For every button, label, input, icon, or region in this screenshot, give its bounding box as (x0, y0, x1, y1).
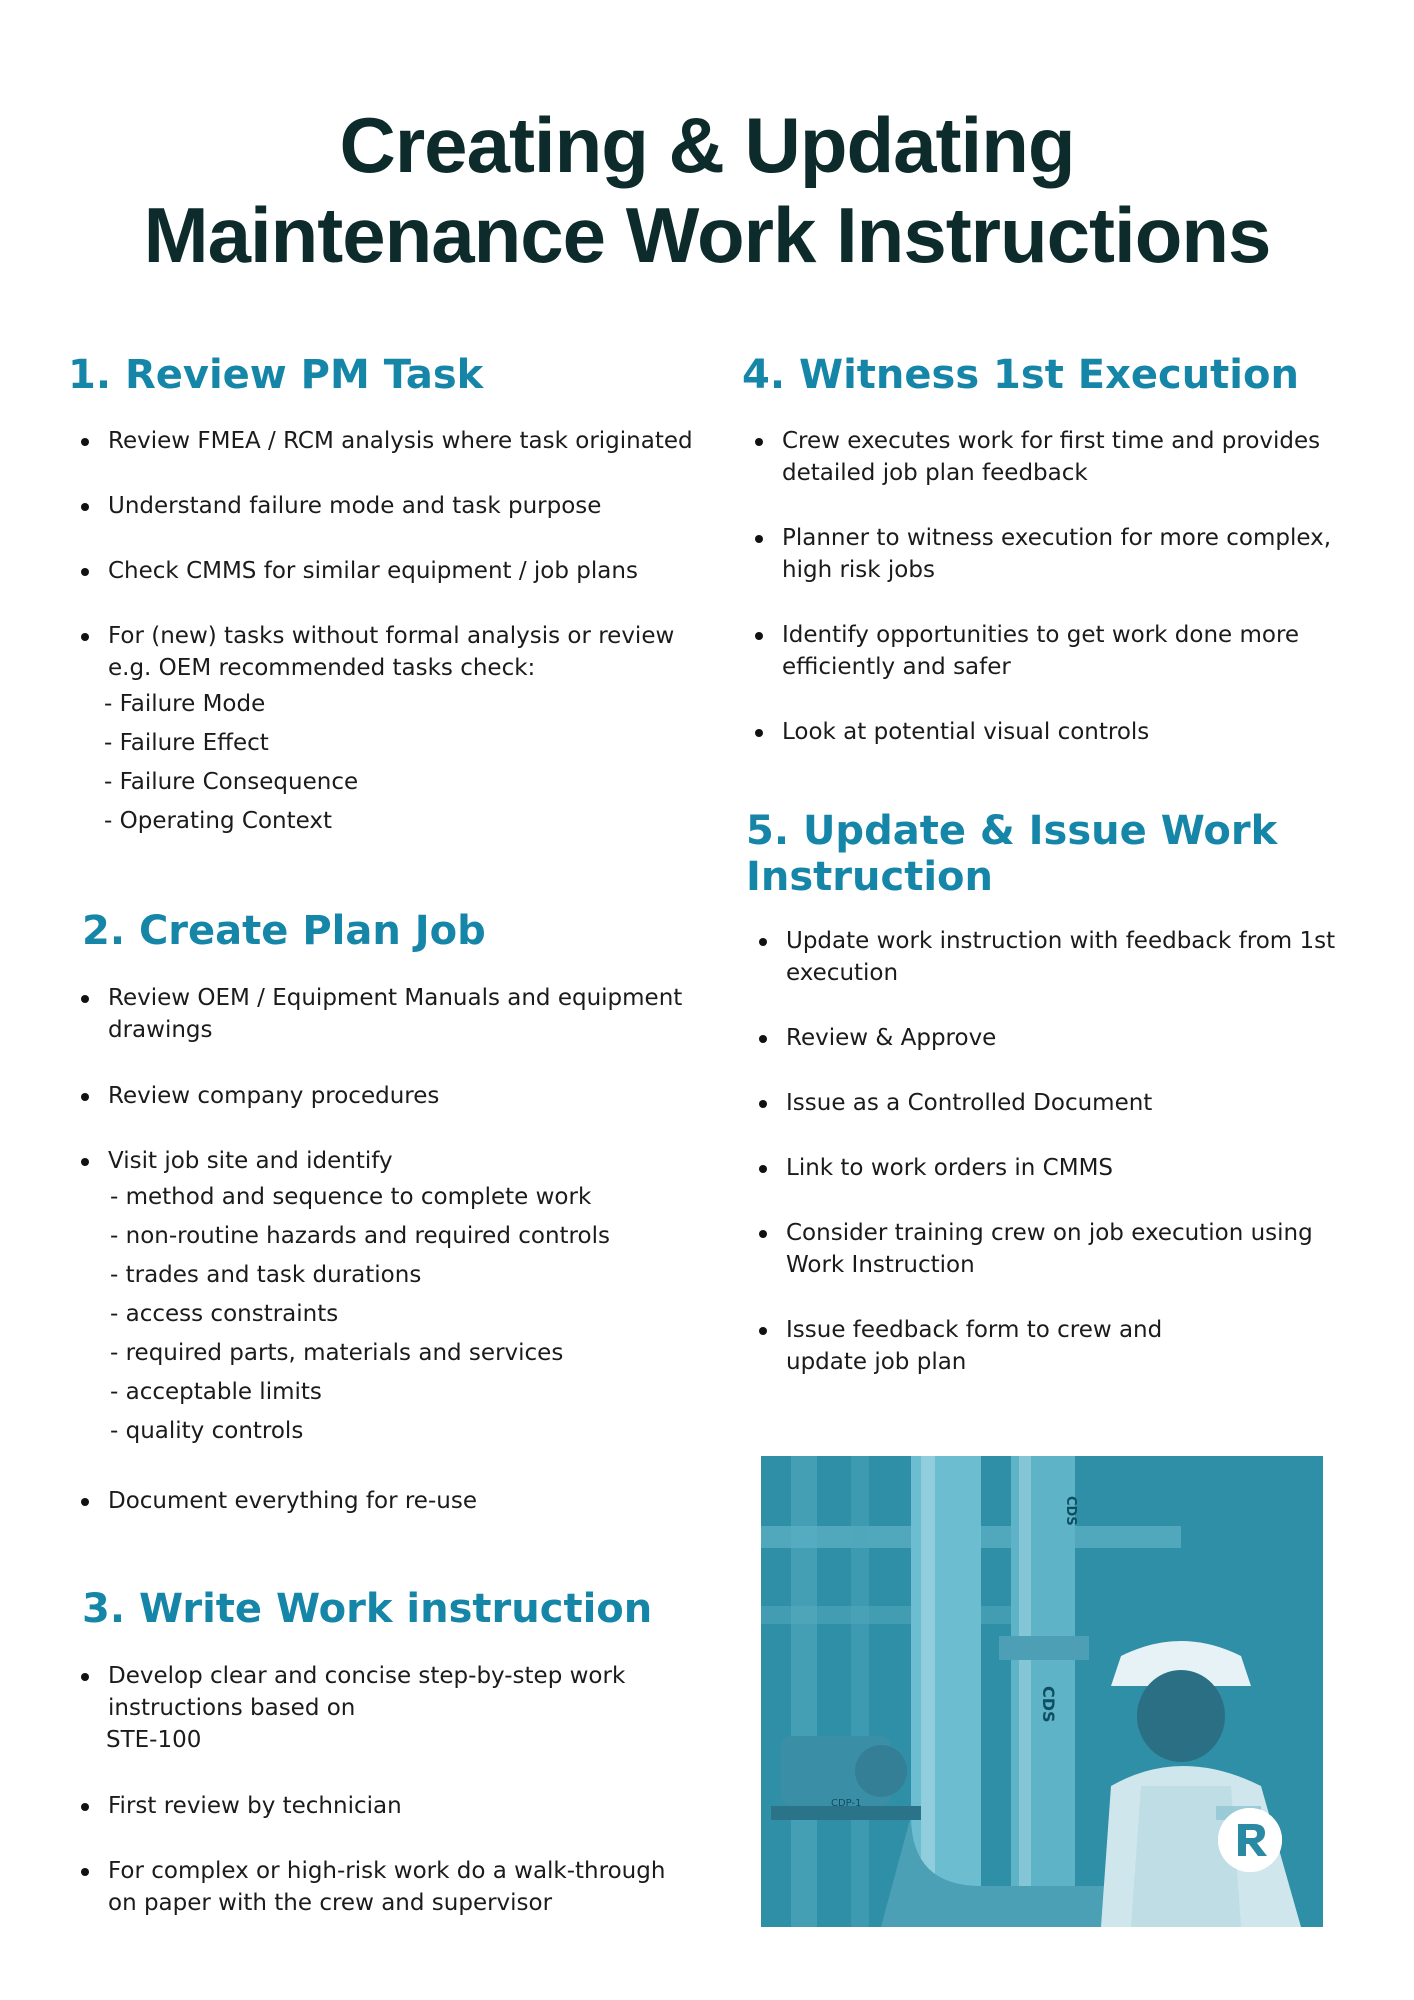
section-heading-line1: 5. Update & Issue Work (746, 808, 1278, 854)
list-item: Check CMMS for similar equipment / job plans (78, 555, 698, 587)
section-3-list (78, 1660, 638, 1724)
list-item: First review by technician (78, 1790, 678, 1822)
sub-item: - trades and task durations (110, 1262, 422, 1288)
sub-item: - required parts, materials and services (110, 1340, 564, 1366)
section-review-pm-task (68, 352, 688, 398)
sub-item: - Failure Effect (104, 730, 269, 756)
sub-item: - access constraints (110, 1301, 339, 1327)
pipe-label-top: CDS (1063, 1496, 1078, 1526)
logo-icon (1218, 1808, 1282, 1872)
sub-item: - method and sequence to complete work (110, 1184, 592, 1210)
sub-item: - acceptable limits (110, 1379, 322, 1405)
section-create-plan-job (82, 908, 702, 954)
section-write-work-instruction (82, 1586, 702, 1632)
section-5-list (756, 1217, 1316, 1281)
section-1-list (78, 620, 678, 684)
page-title (0, 100, 1414, 280)
r-logo-icon (1218, 1808, 1282, 1872)
section-heading: 4. Witness 1st Execution (742, 352, 1299, 398)
list-item: Look at potential visual controls (752, 716, 1332, 748)
section-4-list (752, 716, 1332, 748)
section-2-sublist (110, 1181, 690, 1447)
list-item: Planner to witness execution for more complex, high risk jobs (752, 522, 1332, 586)
list-item: For complex or high-risk work do a walk-through on paper with the crew and supervisor (78, 1855, 678, 1919)
list-item: For (new) tasks without formal analysis or review e.g. OEM recommended tasks check: (78, 620, 678, 684)
section-2-list (78, 1145, 698, 1177)
section-3-list (78, 1790, 678, 1822)
list-item: Develop clear and concise step-by-step work instructions based on (78, 1660, 638, 1724)
list-item: Review & Approve (756, 1022, 1336, 1054)
section-1-list (78, 490, 698, 522)
sub-item: - non-routine hazards and required controls (110, 1223, 610, 1249)
section-heading: 3. Write Work instruction (82, 1586, 653, 1632)
section-heading: 2. Create Plan Job (82, 908, 486, 954)
section-5-list (756, 1152, 1336, 1184)
list-item: Crew executes work for first time and provides detailed job plan feedback (752, 425, 1332, 489)
sub-item: - Failure Consequence (104, 769, 359, 795)
section-5-list (756, 1087, 1336, 1119)
section-4-list (752, 619, 1332, 683)
section-4-list (752, 522, 1332, 586)
section-5-list (756, 1314, 1236, 1378)
section-1-list (78, 425, 698, 457)
sub-item: - Operating Context (104, 808, 333, 834)
standard-reference: STE-100 (106, 1727, 202, 1753)
list-item: Update work instruction with feedback from 1st execution (756, 925, 1336, 989)
motor-label: CDP-1 (831, 1798, 862, 1809)
sub-item: - quality controls (110, 1418, 304, 1444)
sub-item: - Failure Mode (104, 691, 266, 717)
list-item: Identify opportunities to get work done more efficiently and safer (752, 619, 1332, 683)
section-1-sublist (104, 688, 664, 837)
section-5-list (756, 1022, 1336, 1054)
page-title-line1: Creating & Updating (339, 101, 1075, 189)
section-heading: 1. Review PM Task (68, 352, 484, 398)
list-item: Document everything for re-use (78, 1485, 698, 1517)
list-item: Issue as a Controlled Document (756, 1087, 1336, 1119)
list-item: Review FMEA / RCM analysis where task originated (78, 425, 698, 457)
section-3-list (78, 1855, 678, 1919)
section-4-list (752, 425, 1332, 489)
list-item: Issue feedback form to crew and update job plan (756, 1314, 1236, 1378)
page-title-line2: Maintenance Work Instructions (143, 191, 1271, 279)
section-heading-line2: Instruction (746, 854, 993, 900)
section-1-list (78, 555, 698, 587)
list-item: Understand failure mode and task purpose (78, 490, 698, 522)
section-update-issue-work-instruction (746, 808, 1366, 900)
pipe-label: CDS (1039, 1686, 1058, 1723)
list-item: Review OEM / Equipment Manuals and equipment drawings (78, 982, 698, 1046)
section-2-list (78, 982, 698, 1046)
list-item: Visit job site and identify (78, 1145, 698, 1177)
section-5-list (756, 925, 1336, 989)
list-item: Consider training crew on job execution using Work Instruction (756, 1217, 1316, 1281)
list-item: Link to work orders in CMMS (756, 1152, 1336, 1184)
section-witness-execution (742, 352, 1362, 398)
section-2-list (78, 1080, 698, 1112)
section-heading (746, 808, 1366, 900)
section-2-list (78, 1485, 698, 1517)
list-item: Review company procedures (78, 1080, 698, 1112)
